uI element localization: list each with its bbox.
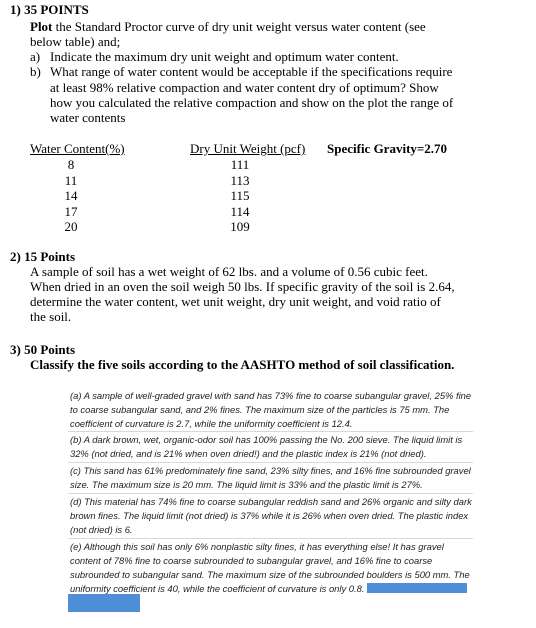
specific-gravity-label: Specific Gravity=2.70 [327,141,448,156]
q3-subheading: Classify the five soils according to the AASHTO method of soil classification. [30,357,455,372]
dry-unit-weight-cell: 113 [230,172,250,188]
q2-line-1: A sample of soil has a wet weight of 62 lbs. and a volume of 0.56 cubic feet. [30,264,428,279]
q1-a-marker: a) [30,49,41,64]
soil-item-e-line: (e) Although this soil has only 6% nonplastic silty fines, it has everything else! It has gravel [70,541,444,552]
q1-b-line-4: water contents [50,110,126,125]
soil-item-d-line: brown fines. The liquid limit (not dried) is 37% while it is 26% when oven dried. The plastic index [70,510,469,521]
water-content-column [30,157,112,235]
soil-item-a-line: coefficient of curvature is 2.7, while the uniformity coefficient is 12.4. [70,418,353,429]
dry-unit-weight-cell: 111 [230,157,250,172]
separator [68,538,473,539]
q3-heading: 3) 50 Points [10,342,75,357]
q2-line-4: the soil. [30,309,72,324]
dry-unit-weight-cell: 115 [230,188,250,203]
selection-highlight-block [68,594,140,612]
soil-item-a [70,389,475,431]
soil-item-e [70,540,475,596]
soil-item-e-line: subrounded to subangular sand. The maximum size of the subrounded boulders is 500 mm. The [70,569,470,580]
q2-line-2: When dried in an oven the soil weigh 50 lbs. If specific gravity of the soil is 2.64, [30,279,455,294]
soil-item-d-line: (not dried) is 6. [70,524,133,535]
q1-intro-bold: Plot [30,19,53,34]
q1-heading: 1) 35 POINTS [10,2,89,17]
selection-highlight [367,583,467,593]
soil-item-c-line: size. The maximum size is 20 mm. The liquid limit is 33% and the plastic limit is 27%. [70,479,423,490]
q2-line-3: determine the water content, wet unit weight, dry unit weight, and void ratio of [30,294,441,309]
q1-b-marker: b) [30,64,41,79]
q1-intro-line-1-rest: the Standard Proctor curve of dry unit weight versus water content (see [52,19,426,34]
soil-item-b-line: 32% (not dried, and is 21% when oven dried!) and the plastic index is 21% (not dried). [70,448,427,459]
soil-item-c [70,464,475,492]
water-content-cell: 20 [64,219,78,234]
q1-b-line-1: What range of water content would be acceptable if the specifications require [50,64,453,79]
separator [68,431,473,432]
q2-heading: 2) 15 Points [10,249,75,264]
soil-item-e-line-text: uniformity coefficient is 40, while the coefficient of curvature is only 0.8. [70,583,365,594]
water-content-cell: 8 [67,157,75,172]
q1-b-line-3: how you calculated the relative compaction and show on the plot the range of [50,95,454,110]
q1-b-line-2: at least 98% relative compaction and water content dry of optimum? Show [50,80,439,95]
soil-item-d [70,495,475,537]
water-content-cell: 14 [64,188,78,203]
table-header-water-content: Water Content(%) [30,141,125,156]
q1-intro [30,19,426,35]
q1-intro-line-2: below table) and; [30,34,121,49]
soil-item-d-line: (d) This material has 74% fine to coarse subangular reddish sand and 26% organic and silty dark [70,496,472,507]
soil-item-b [70,433,475,461]
water-content-cell: 11 [64,172,78,188]
soil-item-c-line: (c) This sand has 61% predominately fine sand, 23% silty fines, and 16% fine subrounded gravel [70,465,471,476]
separator [68,462,473,463]
dry-unit-weight-cell: 109 [230,219,250,234]
water-content-cell: 17 [64,203,78,219]
dry-unit-weight-column [190,157,290,235]
soil-item-a-line: to coarse subangular sand, and 2% fines. The maximum size of the particles is 75 mm. The [70,404,450,415]
table-header-dry-unit-weight: Dry Unit Weight (pcf) [190,141,306,156]
soil-item-e-line: content of 78% fine to coarse subrounded to subangular gravel, and 16% fine to coarse [70,555,433,566]
soil-item-a-line: (a) A sample of well-graded gravel with sand has 73% fine to coarse subangular gravel, 25% fine [70,390,472,401]
dry-unit-weight-cell: 114 [230,203,250,219]
separator [68,493,473,494]
q1-a-text: Indicate the maximum dry unit weight and optimum water content. [50,49,399,64]
soil-item-b-line: (b) A dark brown, wet, organic-odor soil has 100% passing the No. 200 sieve. The liquid limit is [70,434,463,445]
